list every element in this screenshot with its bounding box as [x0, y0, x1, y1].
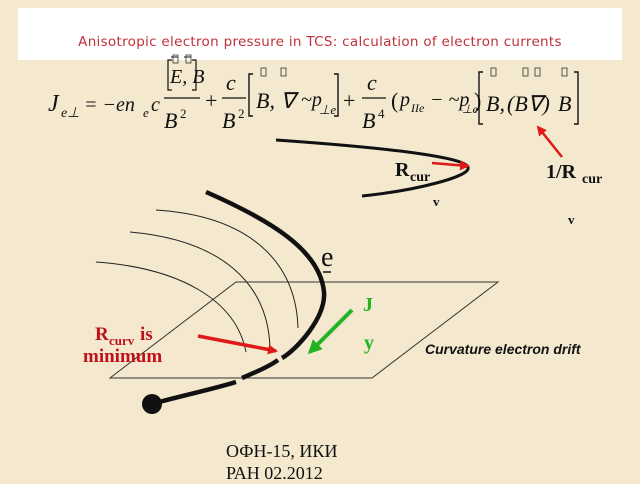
label-jy-j: J: [363, 294, 373, 316]
eq-EB: E, B: [170, 66, 205, 88]
eq-B2b: B: [222, 108, 236, 133]
current-sheet-plane: [110, 282, 498, 378]
eq-p2: p: [400, 89, 410, 111]
field-lines: [96, 210, 298, 352]
eq-B2-sup: 2: [180, 106, 187, 121]
label-inv-rcurv-v: v: [568, 212, 575, 227]
label-rcurv-min-is: is: [140, 324, 153, 345]
label-rcurv-top-sub: cur: [410, 170, 431, 185]
eq-B2: B: [164, 108, 178, 133]
footer: [226, 440, 376, 484]
label-rcurv-min-sub: curv: [109, 333, 135, 348]
eq-minus: − ~p: [430, 89, 470, 111]
eq-term3b: (B∇): [507, 91, 550, 116]
eq-c1: c: [151, 94, 160, 116]
label-rcurv-min-r: R: [95, 324, 109, 345]
label-rcurv-min-2: minimum: [83, 346, 163, 367]
eq-term3c: B: [558, 91, 572, 116]
label-curvature-drift: Curvature electron drift: [425, 341, 581, 357]
label-inv-rcurv: 1/R: [546, 161, 576, 183]
label-inv-rcurv-sub: cur: [582, 172, 603, 187]
equation: [48, 55, 578, 133]
eq-B2b-sup: 2: [238, 106, 245, 121]
eq-B4: B: [362, 108, 376, 133]
eq-en-sub: e: [143, 105, 149, 120]
eq-p2-sub: IIe: [411, 101, 425, 115]
label-e: e: [321, 242, 334, 273]
slide-title: Anisotropic electron pressure in TCS: calculation of electron currents: [78, 34, 562, 50]
eq-lhs: J: [48, 91, 59, 117]
curvature-curve-upper: [276, 140, 468, 196]
eq-lparen: (: [391, 88, 399, 113]
label-jy-y: y: [364, 332, 374, 354]
eq-plus1: +: [205, 88, 218, 113]
eq-plus2: +: [343, 88, 356, 113]
eq-equals: = −en: [84, 94, 135, 116]
eq-term3: B,: [486, 91, 505, 116]
red-arrow-inv-rcurv: [538, 127, 562, 157]
electron-trajectory: [206, 192, 324, 358]
electron-dot: [142, 394, 162, 414]
label-rcurv-top: R: [395, 159, 410, 181]
eq-B4-sup: 4: [378, 106, 385, 121]
eq-term2: B, ∇: [256, 88, 296, 113]
eq-p1-sub: ⊥e: [319, 102, 337, 117]
eq-p3-sub: ⊥e: [462, 102, 478, 116]
eq-c2: c: [226, 70, 236, 95]
eq-rparen: ): [474, 88, 482, 113]
eq-c3: c: [367, 70, 377, 95]
label-rcurv-top-v: v: [433, 194, 440, 209]
footer-line2: РАН 02.2012: [226, 463, 323, 483]
eq-lhs-sub: e⊥: [61, 106, 80, 121]
red-arrow-rcurv-min: [198, 336, 276, 351]
eq-p1: ~p: [301, 89, 322, 111]
footer-line1: ОФН-15, ИКИ: [226, 441, 338, 461]
